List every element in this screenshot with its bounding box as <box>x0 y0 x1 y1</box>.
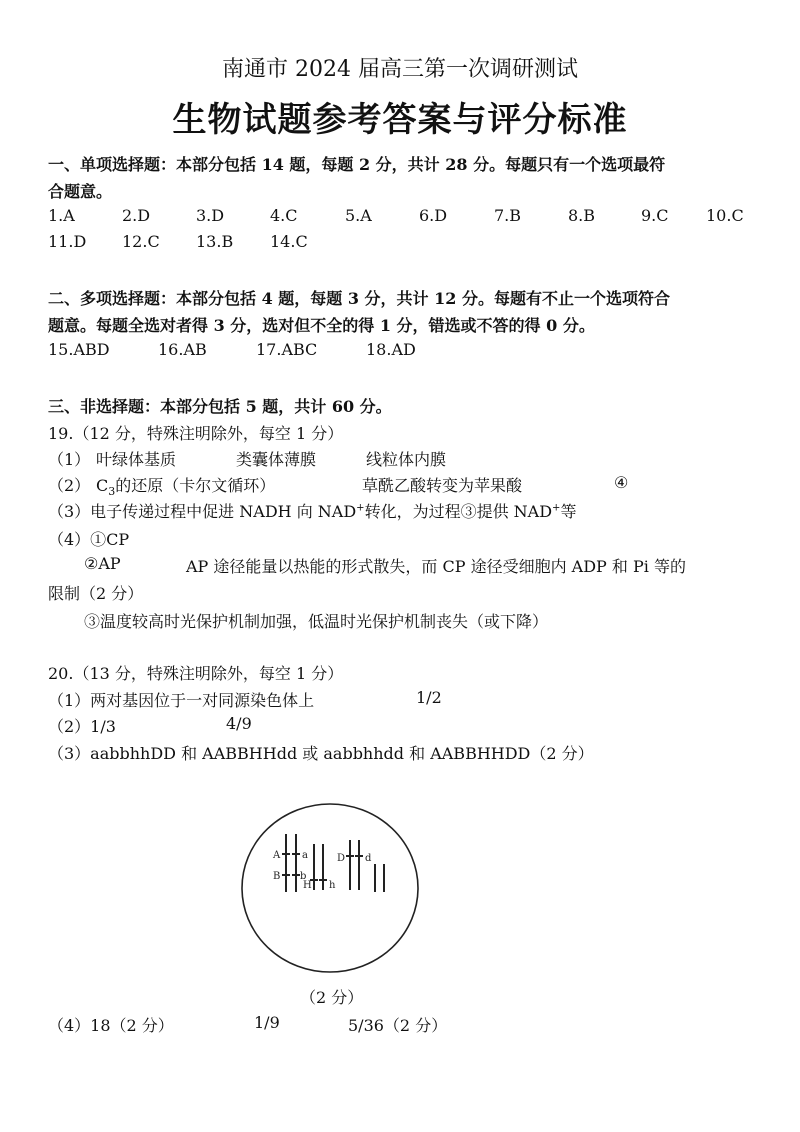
chromosome-pair-dd <box>346 840 363 890</box>
section3-heading: 三、非选择题：本部分包括 5 题，共计 60 分。 <box>48 397 392 416</box>
q20-part4-answer: （4）18（2 分） <box>48 1016 174 1035</box>
q19-part4-answer-cont: 限制（2 分） <box>48 584 144 603</box>
q19-part4-answer: AP 途径能量以热能的形式散失，而 CP 途径受细胞内 ADP 和 Pi 等的 <box>186 557 686 576</box>
page-title: 生物试题参考答案与评分标准 <box>172 100 628 140</box>
exam-subtitle: 南通市 2024 届高三第一次调研测试 <box>222 57 578 82</box>
section2-heading-cont: 题意。每题全选对者得 3 分，选对但不全的得 1 分，错选或不答的得 0 分。 <box>48 316 595 335</box>
section2-heading: 二、多项选择题：本部分包括 4 题，每题 3 分，共计 12 分。每题有不止一个选项符合 <box>48 289 670 308</box>
answer-item: 10.C <box>706 206 744 225</box>
chromosome-diagram <box>235 800 425 980</box>
section1-heading-cont: 合题意。 <box>48 182 113 201</box>
answer-item: 15.ABD <box>48 340 110 359</box>
q19-part1-label: （1） <box>48 450 91 469</box>
answer-item: 9.C <box>641 206 669 225</box>
q19-part1-answer: 类囊体薄膜 <box>236 450 317 469</box>
gene-label-b: b <box>300 871 307 882</box>
q19-part4-answer: ②AP <box>84 554 121 573</box>
answer-item: 6.D <box>419 206 448 225</box>
chromosome-pair-ab <box>282 834 300 892</box>
chromosome-pair-hh <box>310 844 327 890</box>
q19-part1-answer: 叶绿体基质 <box>96 450 177 469</box>
section1-heading: 一、单项选择题：本部分包括 14 题，每题 2 分，共计 28 分。每题只有一个选项最符 <box>48 155 666 174</box>
answer-item: 13.B <box>196 232 234 251</box>
q19-part2-label: （2） <box>48 476 91 495</box>
q19-part4-answer: ③温度较高时光保护机制加强，低温时光保护机制丧失（或下降） <box>84 612 549 631</box>
q19-part2-answer: 草酰乙酸转变为苹果酸 <box>362 476 523 495</box>
answer-item: 5.A <box>345 206 372 225</box>
q20-part1-answer: 1/2 <box>416 688 442 707</box>
q19-part3-answer: （3）电子传递过程中促进 NADH 向 NAD+转化，为过程③提供 NAD+等 <box>48 502 577 521</box>
q19-part1-answer: 线粒体内膜 <box>366 450 447 469</box>
answer-item: 16.AB <box>158 340 207 359</box>
gene-label-a: a <box>302 850 308 861</box>
chromosome-pair-unlabeled <box>375 864 384 892</box>
q20-part4-answer: 5/36（2 分） <box>348 1016 448 1035</box>
gene-label-D: D <box>337 853 346 864</box>
q19-part4-label: （4）①CP <box>48 530 130 549</box>
q20-part2-answer: 4/9 <box>226 714 252 733</box>
figure-score: （2 分） <box>300 988 364 1007</box>
gene-label-B: B <box>273 871 281 882</box>
q20-part3-answer: （3）aabbhhDD 和 AABBHHdd 或 aabbhhdd 和 AABBHHDD（2 分） <box>48 744 594 763</box>
answer-item: 12.C <box>122 232 160 251</box>
answer-item: 4.C <box>270 206 298 225</box>
q20-part4-answer: 1/9 <box>254 1013 280 1032</box>
answer-item: 1.A <box>48 206 75 225</box>
answer-item: 3.D <box>196 206 225 225</box>
gene-label-d: d <box>365 853 372 864</box>
gene-label-h: h <box>329 880 336 891</box>
answer-item: 18.AD <box>366 340 416 359</box>
answer-item: 8.B <box>568 206 596 225</box>
q20-header: 20.（13 分，特殊注明除外，每空 1 分） <box>48 664 344 683</box>
q19-header: 19.（12 分，特殊注明除外，每空 1 分） <box>48 424 344 443</box>
answer-item: 11.D <box>48 232 87 251</box>
answer-item: 7.B <box>494 206 522 225</box>
answer-item: 2.D <box>122 206 151 225</box>
answer-item: 14.C <box>270 232 308 251</box>
q19-part2-answer: $C_3$的还原（卡尔文循环） <box>96 476 276 499</box>
gene-label-A: A <box>273 850 281 861</box>
q20-part2-answer: （2）1/3 <box>48 717 116 736</box>
gene-label-H: H <box>303 880 312 891</box>
answer-item: 17.ABC <box>256 340 318 359</box>
q20-part1-answer: （1）两对基因位于一对同源染色体上 <box>48 691 315 710</box>
q19-part2-answer: ④ <box>614 473 629 492</box>
